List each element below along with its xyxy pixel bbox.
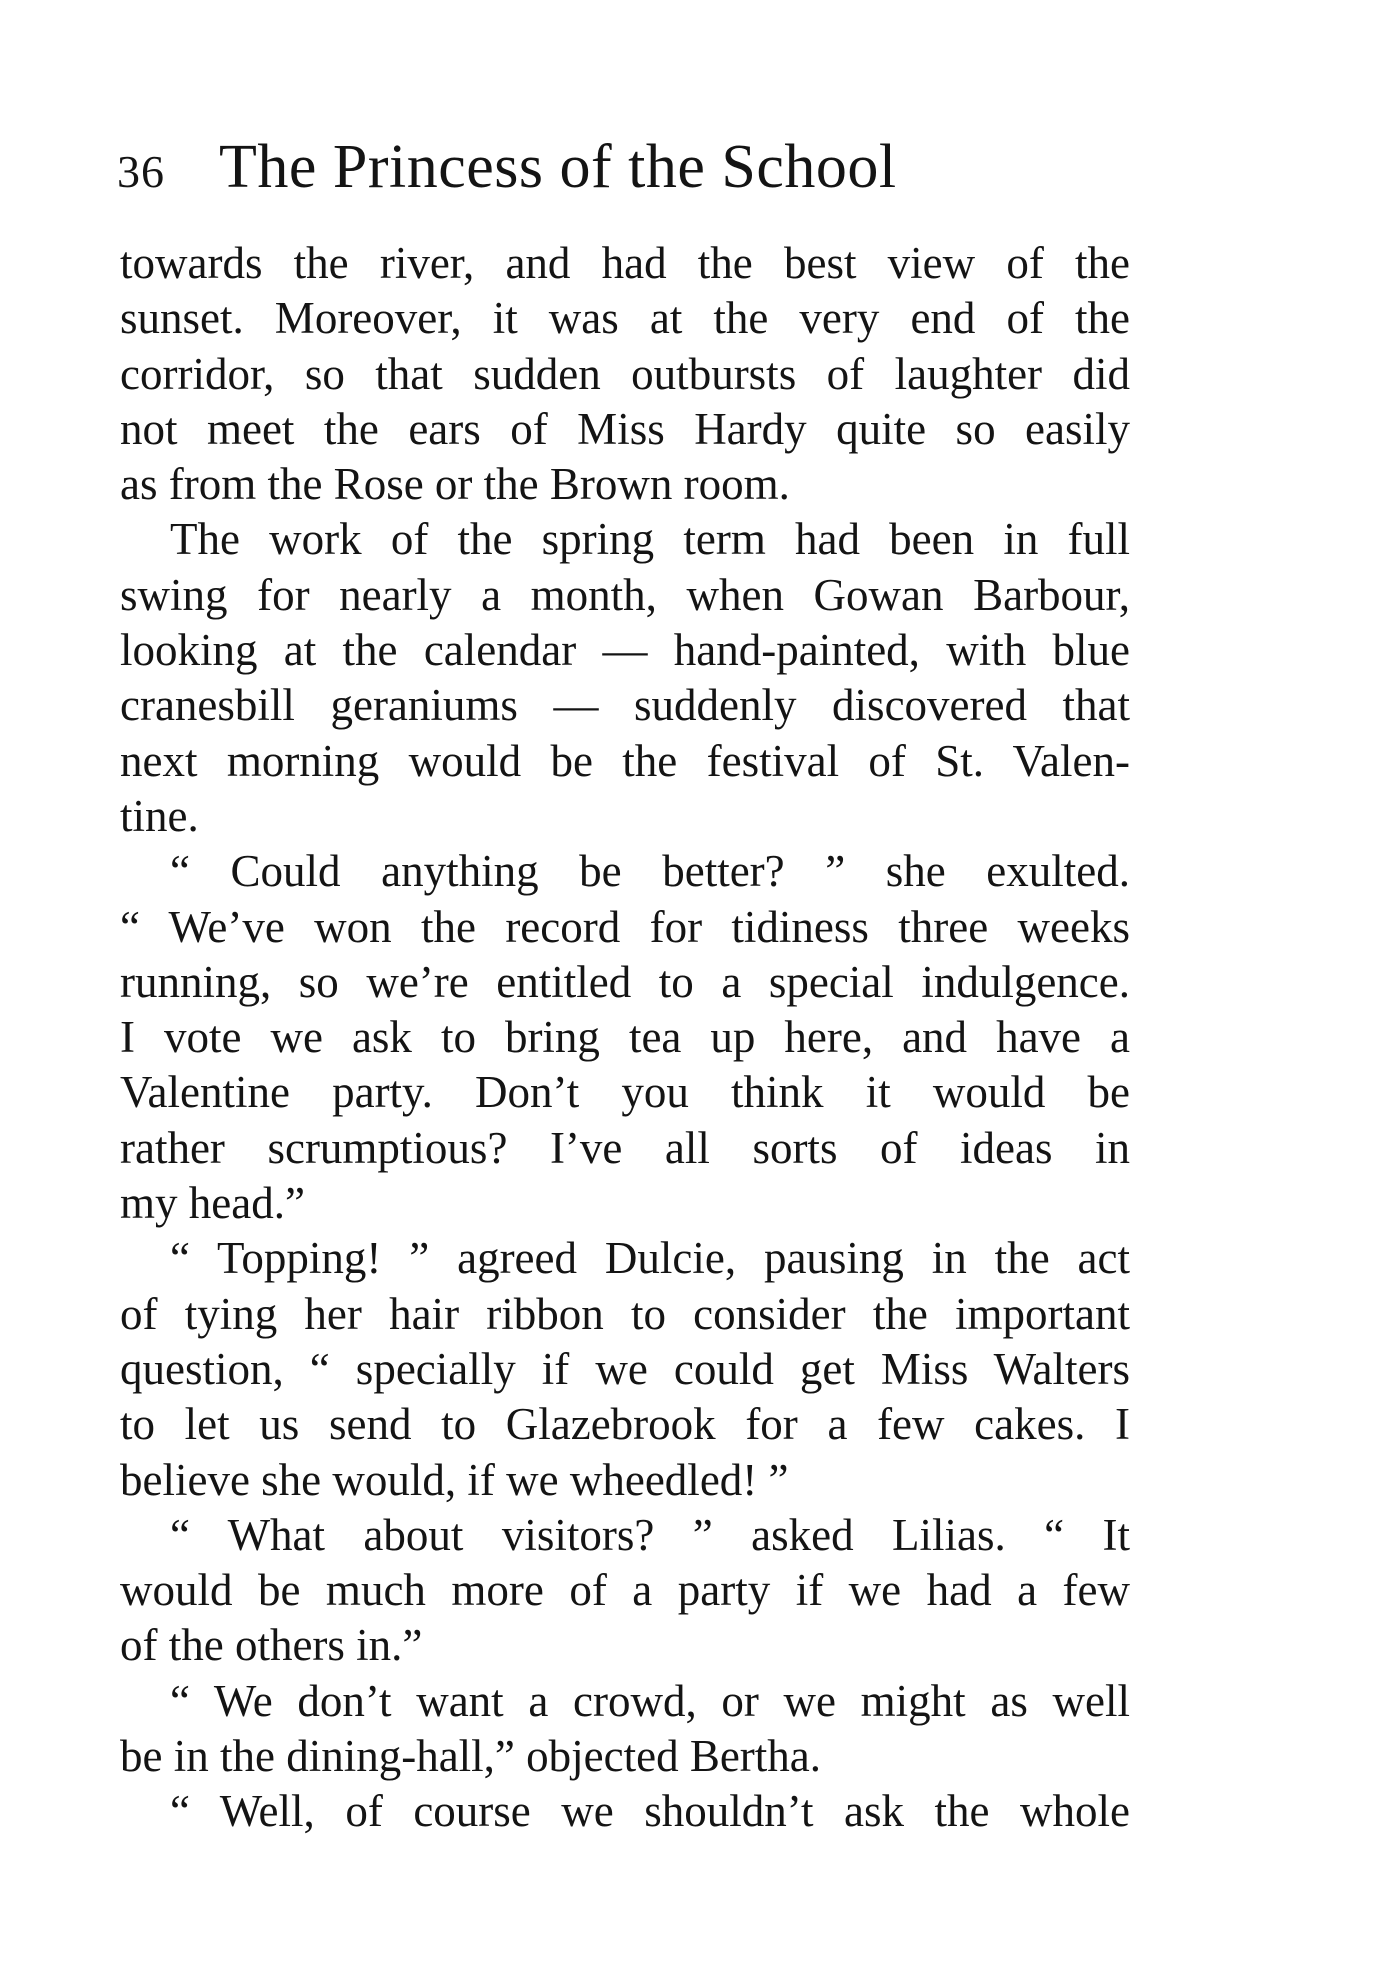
- text-line: believe she would, if we wheedled! ”: [120, 1454, 789, 1505]
- page-number: 36: [117, 146, 165, 197]
- text-line: as from the Rose or the Brown room.: [120, 459, 790, 510]
- text-line: Valentine party. Don’t you think it would be: [120, 1067, 1130, 1118]
- text-line: would be much more of a party if we had a few: [120, 1565, 1130, 1616]
- running-title: The Princess of the School: [219, 133, 897, 201]
- text-line: towards the river, and had the best view of the: [120, 238, 1130, 288]
- text-line: “ We’ve won the record for tidiness three weeks: [120, 901, 1130, 952]
- text-line: “ Well, of course we shouldn’t ask the whole: [170, 1786, 1130, 1837]
- page-header: [117, 132, 1137, 212]
- text-line: of the others in.”: [120, 1620, 423, 1671]
- text-line: cranesbill geraniums — suddenly discovered that: [120, 680, 1130, 731]
- text-line: tine.: [120, 790, 199, 841]
- text-line: I vote we ask to bring tea up here, and have a: [120, 1012, 1130, 1063]
- text-line: swing for nearly a month, when Gowan Barbour,: [120, 569, 1130, 620]
- text-line: my head.”: [120, 1178, 305, 1229]
- text-line: be in the dining-hall,” objected Bertha.: [120, 1731, 822, 1782]
- text-line: rather scrumptious? I’ve all sorts of ideas in: [120, 1122, 1130, 1173]
- text-line: “ Topping! ” agreed Dulcie, pausing in the act: [170, 1233, 1130, 1284]
- text-line: looking at the calendar — hand-painted, with blue: [120, 625, 1130, 676]
- text-line: The work of the spring term had been in full: [170, 514, 1130, 565]
- text-line: not meet the ears of Miss Hardy quite so easily: [120, 403, 1130, 454]
- text-line: sunset. Moreover, it was at the very end of the: [120, 293, 1130, 344]
- text-line: of tying her hair ribbon to consider the important: [120, 1288, 1130, 1339]
- text-line: running, so we’re entitled to a special indulgence.: [120, 956, 1130, 1007]
- text-line: “ Could anything be better? ” she exulted.: [170, 846, 1130, 897]
- text-line: to let us send to Glazebrook for a few cakes. I: [120, 1399, 1130, 1450]
- text-line: question, “ specially if we could get Miss Walters: [120, 1343, 1130, 1394]
- text-line: “ We don’t want a crowd, or we might as well: [170, 1675, 1130, 1726]
- text-line: corridor, so that sudden outbursts of laughter did: [120, 348, 1130, 399]
- text-line: next morning would be the festival of St. Valen-: [120, 735, 1130, 786]
- text-line: “ What about visitors? ” asked Lilias. “ It: [170, 1509, 1130, 1560]
- body-text: [120, 236, 1130, 1840]
